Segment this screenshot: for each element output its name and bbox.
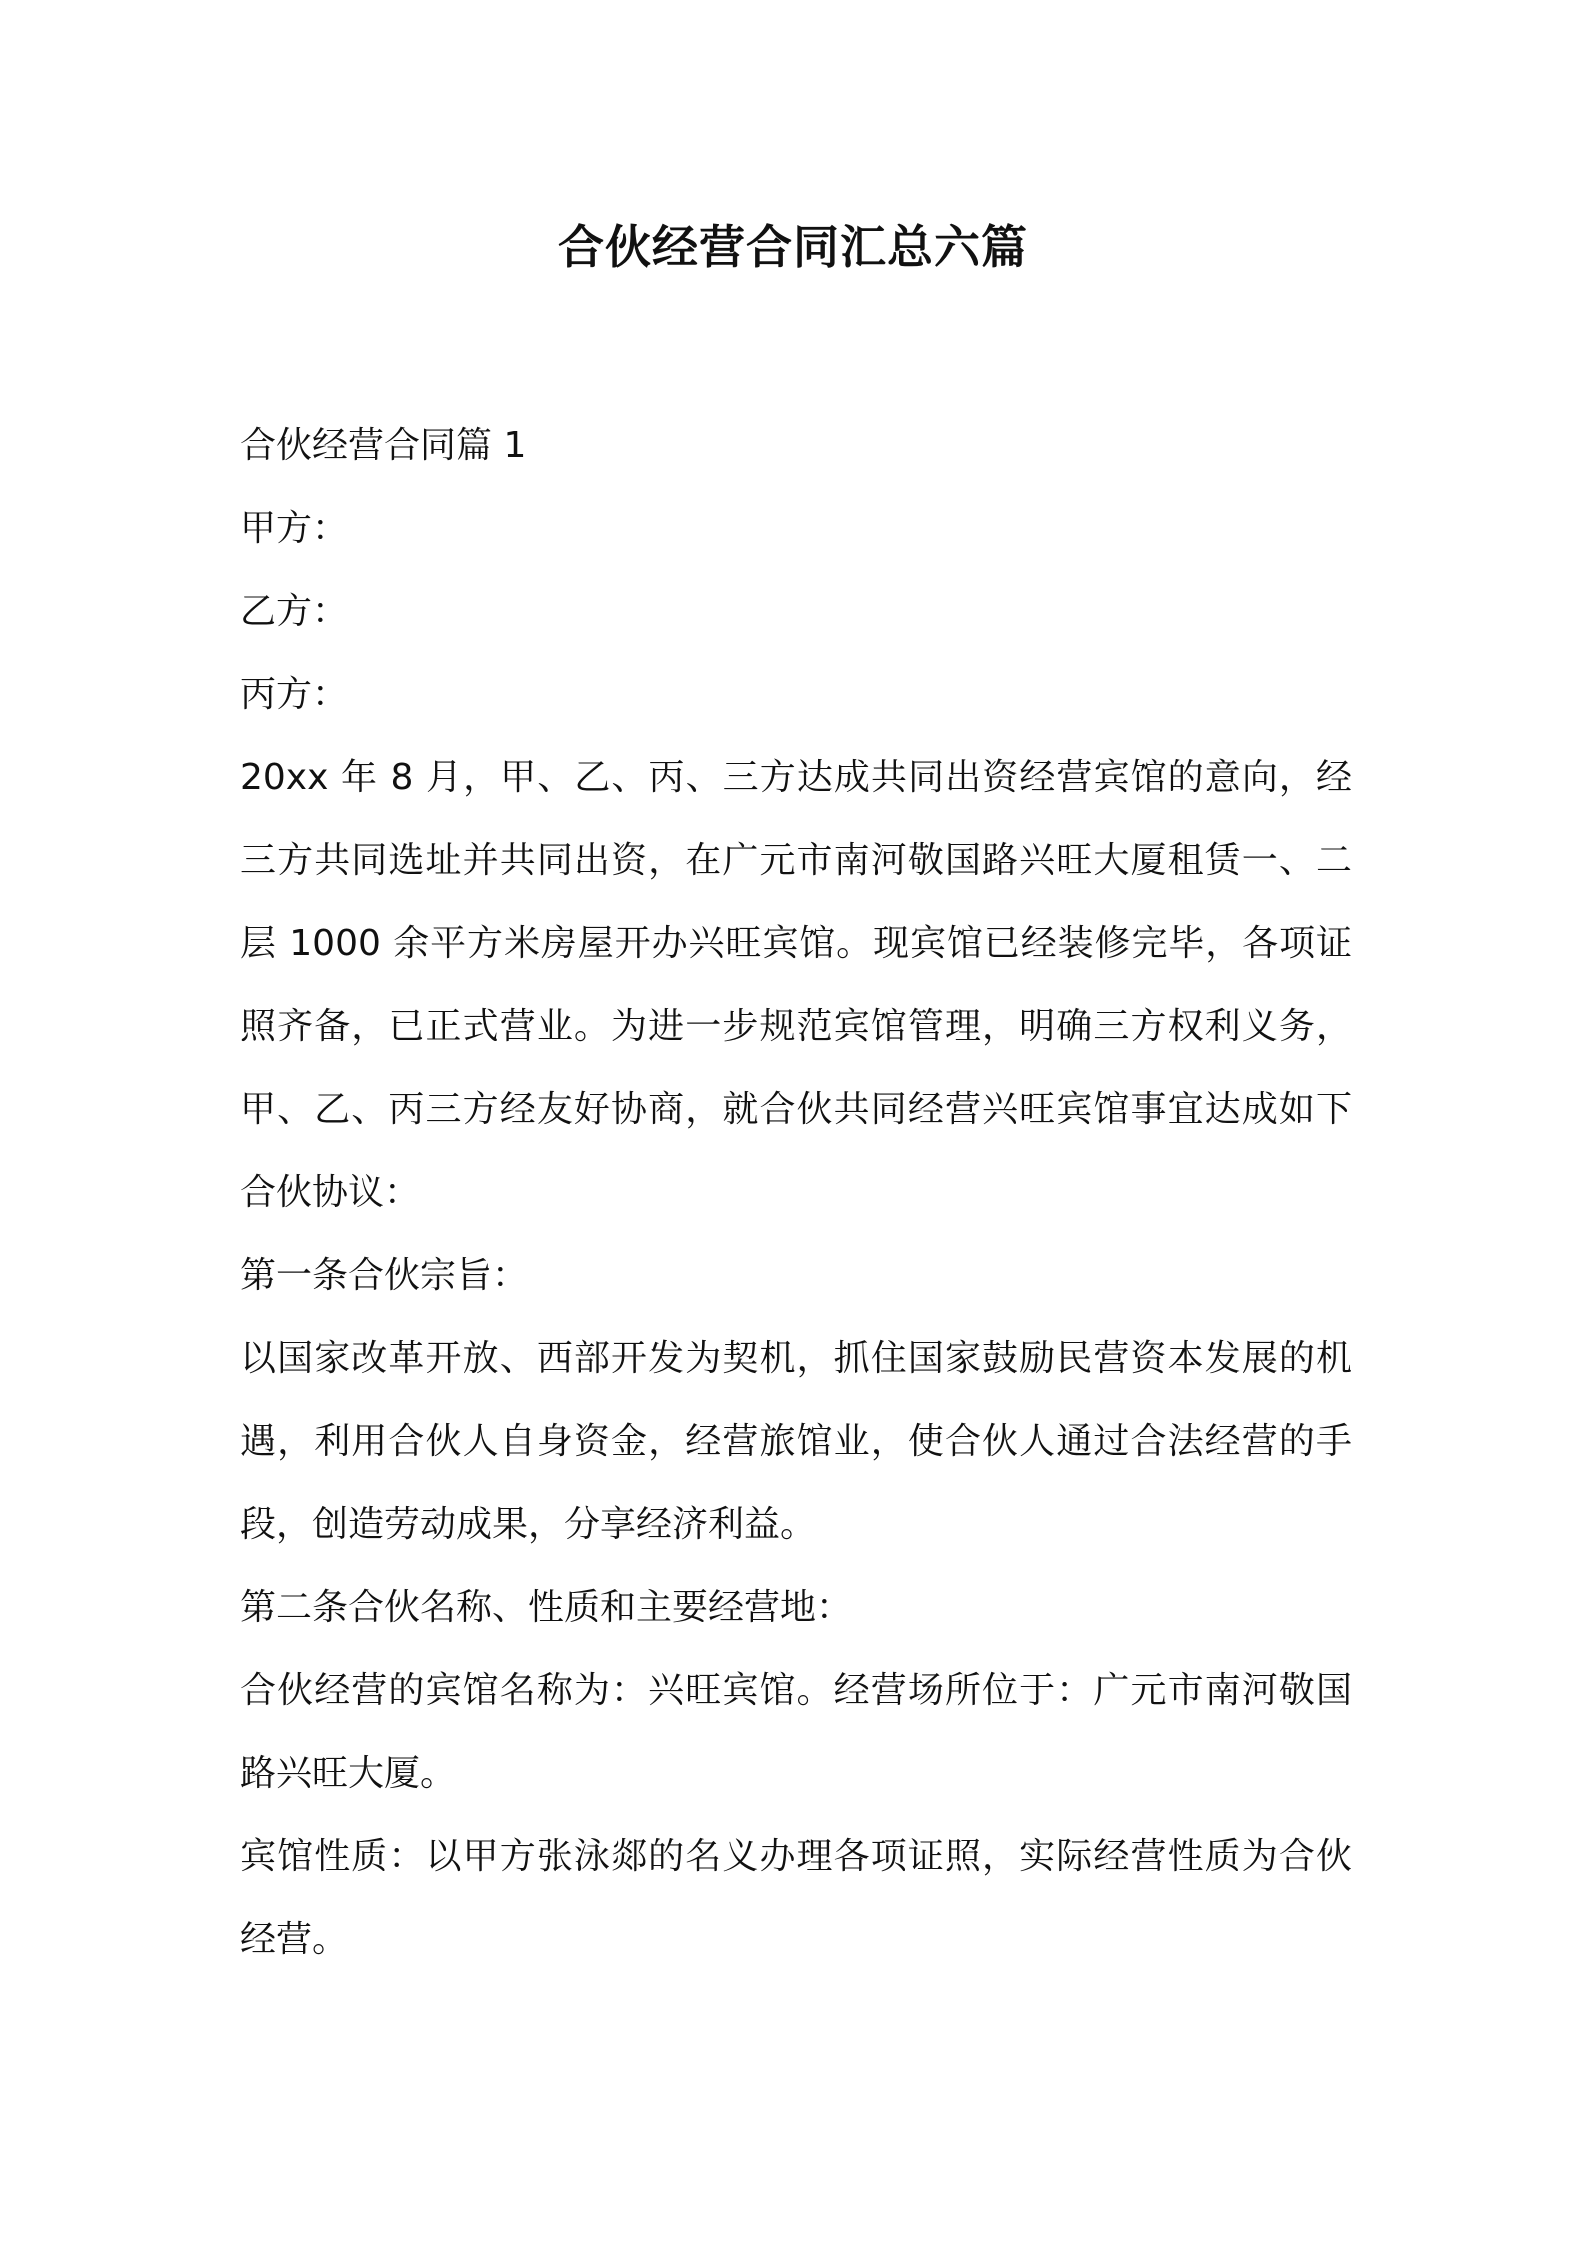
text-line: 20xx 年 8 月，甲、乙、丙、三方达成共同出资经营宾馆的意向，经 (240, 757, 1352, 798)
text-line: 三方共同选址并共同出资，在广元市南河敬国路兴旺大厦租赁一、二 (240, 840, 1352, 881)
text-line: 宾馆性质：以甲方张泳郯的名义办理各项证照，实际经营性质为合伙 (240, 1836, 1352, 1877)
text-line: 甲方： (240, 508, 349, 549)
text-line: 乙方： (240, 591, 349, 632)
text-line: 照齐备，已正式营业。为进一步规范宾馆管理，明确三方权利义务， (240, 1006, 1352, 1047)
text-line: 第二条合伙名称、性质和主要经营地： (240, 1587, 853, 1628)
text-line: 合伙经营合同篇 1 (240, 425, 527, 466)
text-line: 甲、乙、丙三方经友好协商，就合伙共同经营兴旺宾馆事宜达成如下 (240, 1089, 1352, 1130)
text-line: 遇，利用合伙人自身资金，经营旅馆业，使合伙人通过合法经营的手 (240, 1421, 1352, 1462)
text-line: 以国家改革开放、西部开发为契机，抓住国家鼓励民营资本发展的机 (240, 1338, 1352, 1379)
text-line: 段，创造劳动成果，分享经济利益。 (240, 1504, 817, 1545)
text-line: 经营。 (240, 1919, 349, 1960)
text-line: 第一条合伙宗旨： (240, 1255, 529, 1296)
text-line: 丙方： (240, 674, 349, 715)
text-line: 合伙协议： (240, 1172, 421, 1213)
text-line: 层 1000 余平方米房屋开办兴旺宾馆。现宾馆已经装修完毕，各项证 (240, 923, 1352, 964)
document-body (240, 404, 1352, 1981)
text-line: 合伙经营的宾馆名称为：兴旺宾馆。经营场所位于：广元市南河敬国 (240, 1670, 1352, 1711)
text-line: 路兴旺大厦。 (240, 1753, 457, 1794)
document-title: 合伙经营合同汇总六篇 (558, 220, 1028, 274)
